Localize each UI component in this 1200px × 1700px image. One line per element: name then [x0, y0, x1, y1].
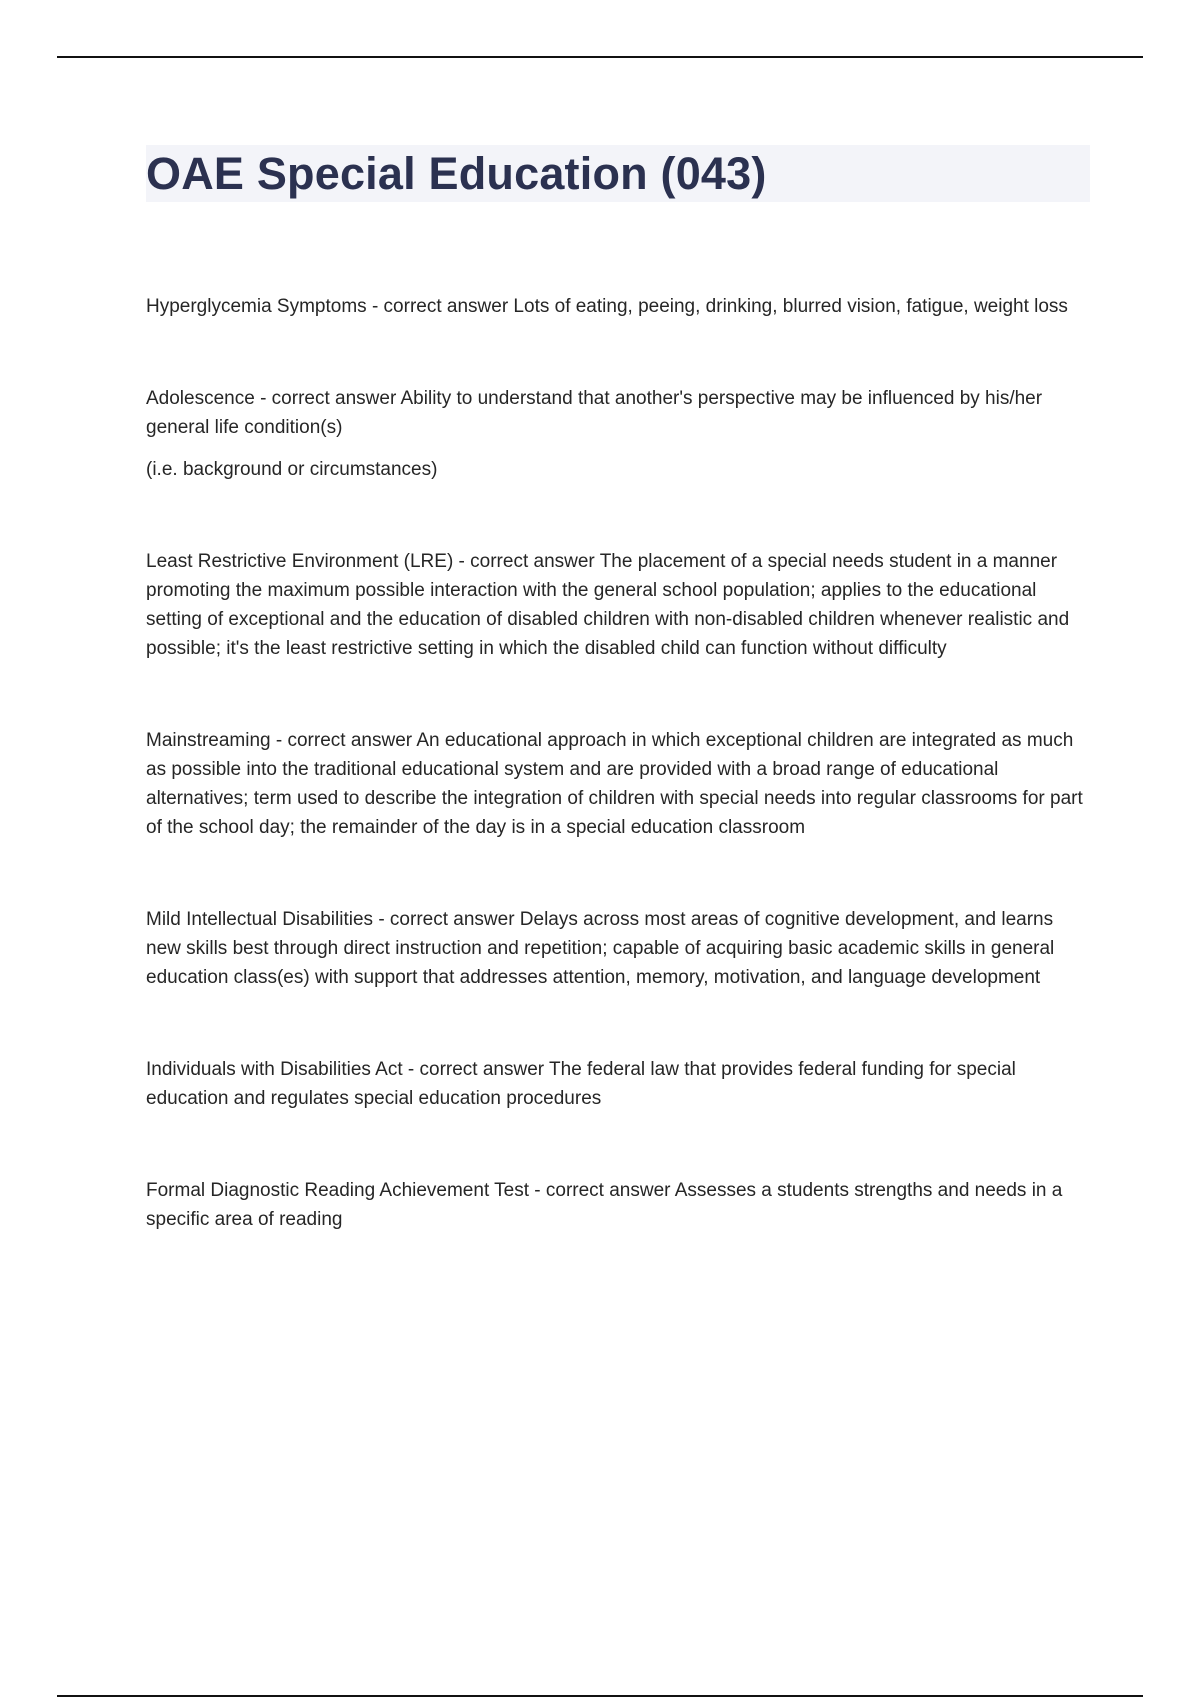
flashcard-list — [146, 292, 1090, 1234]
flashcard-entry-lre — [146, 547, 1090, 663]
bottom-rule — [57, 1695, 1143, 1697]
flashcard-entry-hyperglycemia — [146, 292, 1090, 321]
document-content — [146, 145, 1090, 1297]
flashcard-entry-mainstreaming — [146, 726, 1090, 842]
flashcard-entry-reading-test — [146, 1176, 1090, 1234]
top-rule — [57, 56, 1143, 58]
entry-text: Individuals with Disabilities Act - correct answer The federal law that provides federal funding for special education and regulates special education procedures — [146, 1059, 1016, 1109]
flashcard-entry-mild-intellectual-disabilities — [146, 905, 1090, 992]
flashcard-entry-idea — [146, 1055, 1090, 1113]
entry-note: (i.e. background or circumstances) — [146, 459, 438, 480]
title-band — [146, 145, 1090, 202]
entry-text: Least Restrictive Environment (LRE) - correct answer The placement of a special needs student in a manner promoting the maximum possible interaction with the general school population; applies to the educational setting of exceptional and the education of disabled children with non-disabled children whenever realistic and possible; it's the least restrictive setting in which the disabled child can function without difficulty — [146, 551, 1070, 659]
document-title: OAE Special Education (043) — [146, 148, 767, 199]
entry-text: Formal Diagnostic Reading Achievement Test - correct answer Assesses a students strengths and needs in a specific area of reading — [146, 1180, 1063, 1230]
entry-text: Mild Intellectual Disabilities - correct answer Delays across most areas of cognitive development, and learns new skills best through direct instruction and repetition; capable of acquiring basic academic skills in general education class(es) with support that addresses attention, memory, motivation, and language development — [146, 909, 1055, 988]
entry-text: Mainstreaming - correct answer An educational approach in which exceptional children are integrated as much as possible into the traditional educational system and are provided with a broad range of educational alternatives; term used to describe the integration of children with special needs into regular classrooms for part of the school day; the remainder of the day is in a special education classroom — [146, 730, 1083, 838]
flashcard-entry-adolescence — [146, 384, 1090, 484]
entry-text: Adolescence - correct answer Ability to understand that another's perspective may be influenced by his/her general life condition(s) — [146, 388, 1043, 438]
entry-text: Hyperglycemia Symptoms - correct answer Lots of eating, peeing, drinking, blurred vision, fatigue, weight loss — [146, 296, 1068, 317]
